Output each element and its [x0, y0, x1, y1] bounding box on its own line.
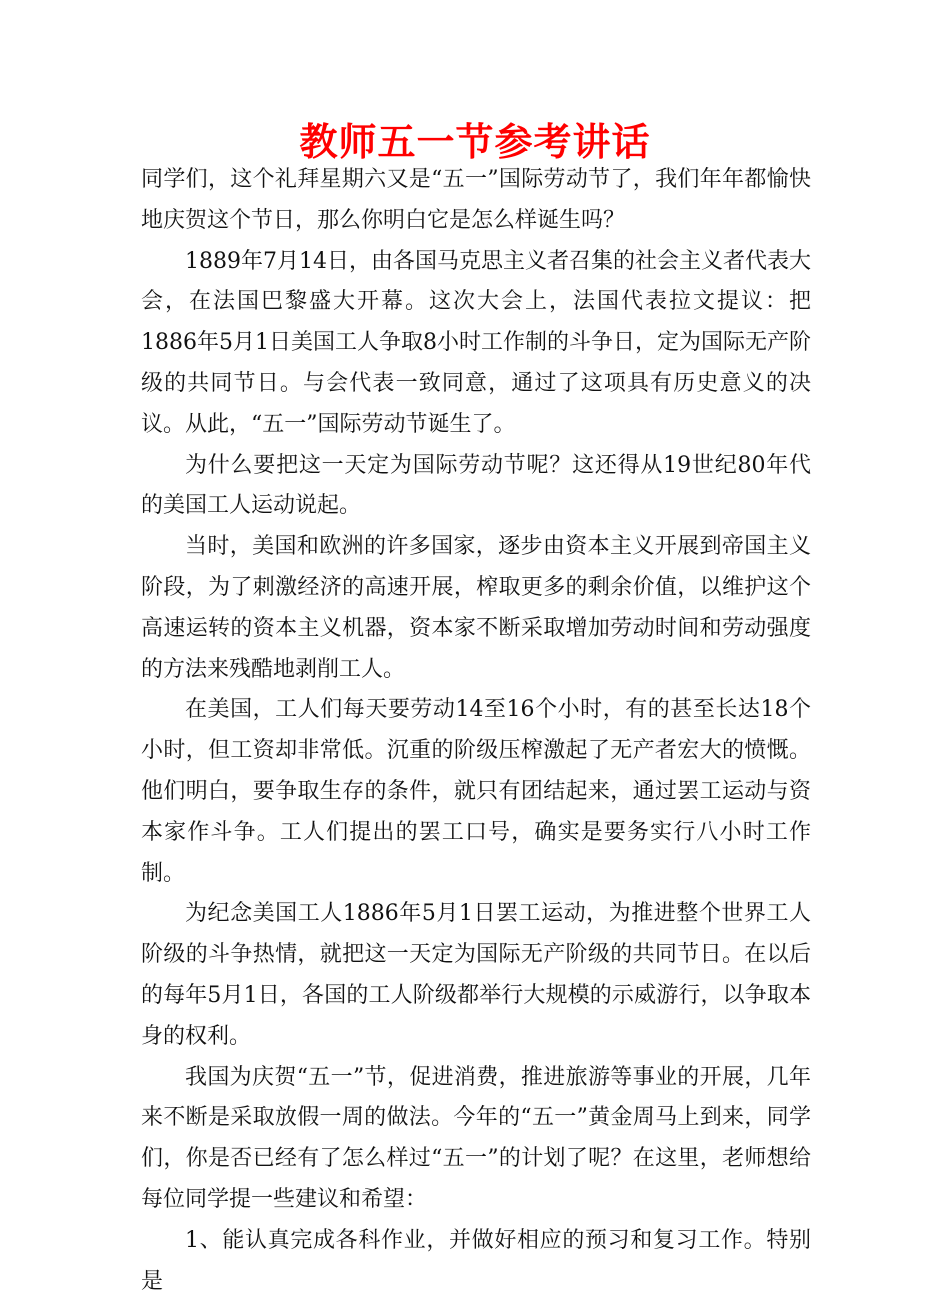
document-body [141, 160, 811, 1302]
paragraph: 1889年7月14日，由各国马克思主义者召集的社会主义者代表大会，在法国巴黎盛大开幕。这次大会上，法国代表拉文提议：把1886年5月1日美国工人争取8小时工作制的斗争日，定为国际无产阶级的共同节日。与会代表一致同意，通过了这项具有历史意义的决议。从此，“五一”国际劳动节诞生了。 [141, 248, 811, 437]
paragraph: 同学们，这个礼拜星期六又是“五一”国际劳动节了，我们年年都愉快地庆贺这个节日，那么你明白它是怎么样诞生吗？ [141, 167, 811, 233]
paragraph: 我国为庆贺“五一”节，促进消费，推进旅游等事业的开展，几年来不断是采取放假一周的做法。今年的“五一”黄金周马上到来，同学们，你是否已经有了怎么样过“五一”的计划了呢？在这里，老师想给每位同学提一些建议和希望： [141, 1064, 811, 1212]
document-title: 教师五一节参考讲话 [299, 120, 651, 164]
paragraph: 当时，美国和欧洲的许多国家，逐步由资本主义开展到帝国主义阶段，为了刺激经济的高速开展，榨取更多的剩余价值，以维护这个高速运转的资本主义机器，资本家不断采取增加劳动时间和劳动强度的方法来残酷地剥削工人。 [141, 534, 811, 682]
paragraph: 1、能认真完成各科作业，并做好相应的预习和复习工作。特别是 [141, 1227, 811, 1294]
paragraph: 为什么要把这一天定为国际劳动节呢？这还得从19世纪80年代的美国工人运动说起。 [141, 452, 811, 519]
paragraph: 为纪念美国工人1886年5月1日罢工运动，为推进整个世界工人阶级的斗争热情，就把这一天定为国际无产阶级的共同节日。在以后的每年5月1日，各国的工人阶级都举行大规模的示威游行，以争取本身的权利。 [141, 901, 811, 1049]
paragraph: 在美国，工人们每天要劳动14至16个小时，有的甚至长达18个小时，但工资却非常低。沉重的阶级压榨激起了无产者宏大的愤慨。他们明白，要争取生存的条件，就只有团结起来，通过罢工运动与资本家作斗争。工人们提出的罢工口号，确实是要务实行八小时工作制。 [141, 697, 811, 886]
